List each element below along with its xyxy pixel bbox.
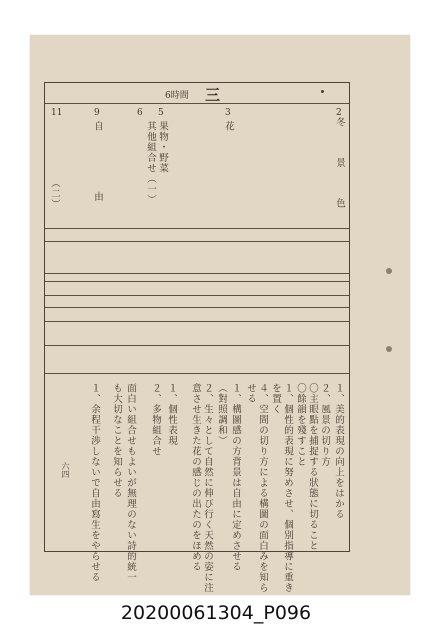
rule-1: [45, 228, 349, 229]
note-line: １、余程干渉しないで自由寫生をやらせる: [89, 383, 100, 583]
note-line: （對照調和）: [216, 383, 227, 446]
note-line: 〇餘韻を殘すこと: [295, 383, 306, 467]
archive-id-caption: 20200061304_P096: [120, 602, 312, 624]
note-line: を置く: [270, 383, 281, 415]
rule-7: [45, 321, 349, 322]
col-label-9: 自 由: [92, 121, 103, 215]
binding-hole: [386, 268, 392, 274]
note-line: ２、風景の切り方: [319, 383, 330, 467]
note-line: ２、多物組合せ: [150, 383, 161, 457]
rule-3: [45, 273, 349, 274]
col-number-3: 3: [225, 108, 231, 118]
page-number: 六四: [61, 462, 70, 478]
col-number-11: 11: [51, 108, 63, 118]
col-label-5b: 其他組合せ（一）: [145, 121, 156, 205]
note-line: 意させ生きた花の感じの出たのをほめる: [190, 383, 201, 572]
binding-hole: [386, 346, 392, 352]
rule-4: [45, 281, 349, 282]
hours-label: 6時間: [165, 91, 189, 101]
note-line: も大切なことを知らせる: [111, 383, 122, 499]
note-line: １、構圖感の方背景は自由に定めさせる: [230, 383, 241, 572]
rule-5: [45, 295, 349, 296]
rule-2: [45, 241, 349, 242]
col-label-11: （二）: [49, 178, 60, 210]
header-rule: [45, 103, 349, 104]
col-label-3: 花: [223, 121, 234, 132]
note-line: 面白い組合せもよいが無理のない詩的統一: [125, 383, 136, 583]
note-line: １、個性表現: [166, 383, 177, 446]
col-number-5: 5: [158, 108, 164, 118]
col-number-9: 9: [94, 108, 100, 118]
rule-9: [45, 373, 349, 374]
col-number-6: 6: [137, 108, 143, 118]
note-line: １、美的表現の向上をはかる: [333, 383, 344, 520]
col-label-2: 冬 景 色: [334, 117, 345, 212]
mark-dot: [321, 90, 324, 93]
rule-8: [45, 345, 349, 346]
col-number-2: 2: [336, 108, 342, 118]
note-line: １、個性的表現に努めさせ、個別指導に重き: [282, 383, 293, 593]
col-label-5: 果物・野菜: [157, 121, 168, 174]
note-line: せる: [245, 383, 256, 404]
note-line: ４、空間の切り方による構圖の面白みを知ら: [257, 383, 268, 593]
note-line: 〇主眼點を捕捉する狀態に切ること: [307, 383, 318, 551]
rule-6: [45, 307, 349, 308]
unit-numeral: 三: [205, 86, 221, 104]
lesson-table: [44, 82, 350, 593]
note-line: ２、生々として自然に伸び行く天然の姿に注: [202, 383, 213, 593]
